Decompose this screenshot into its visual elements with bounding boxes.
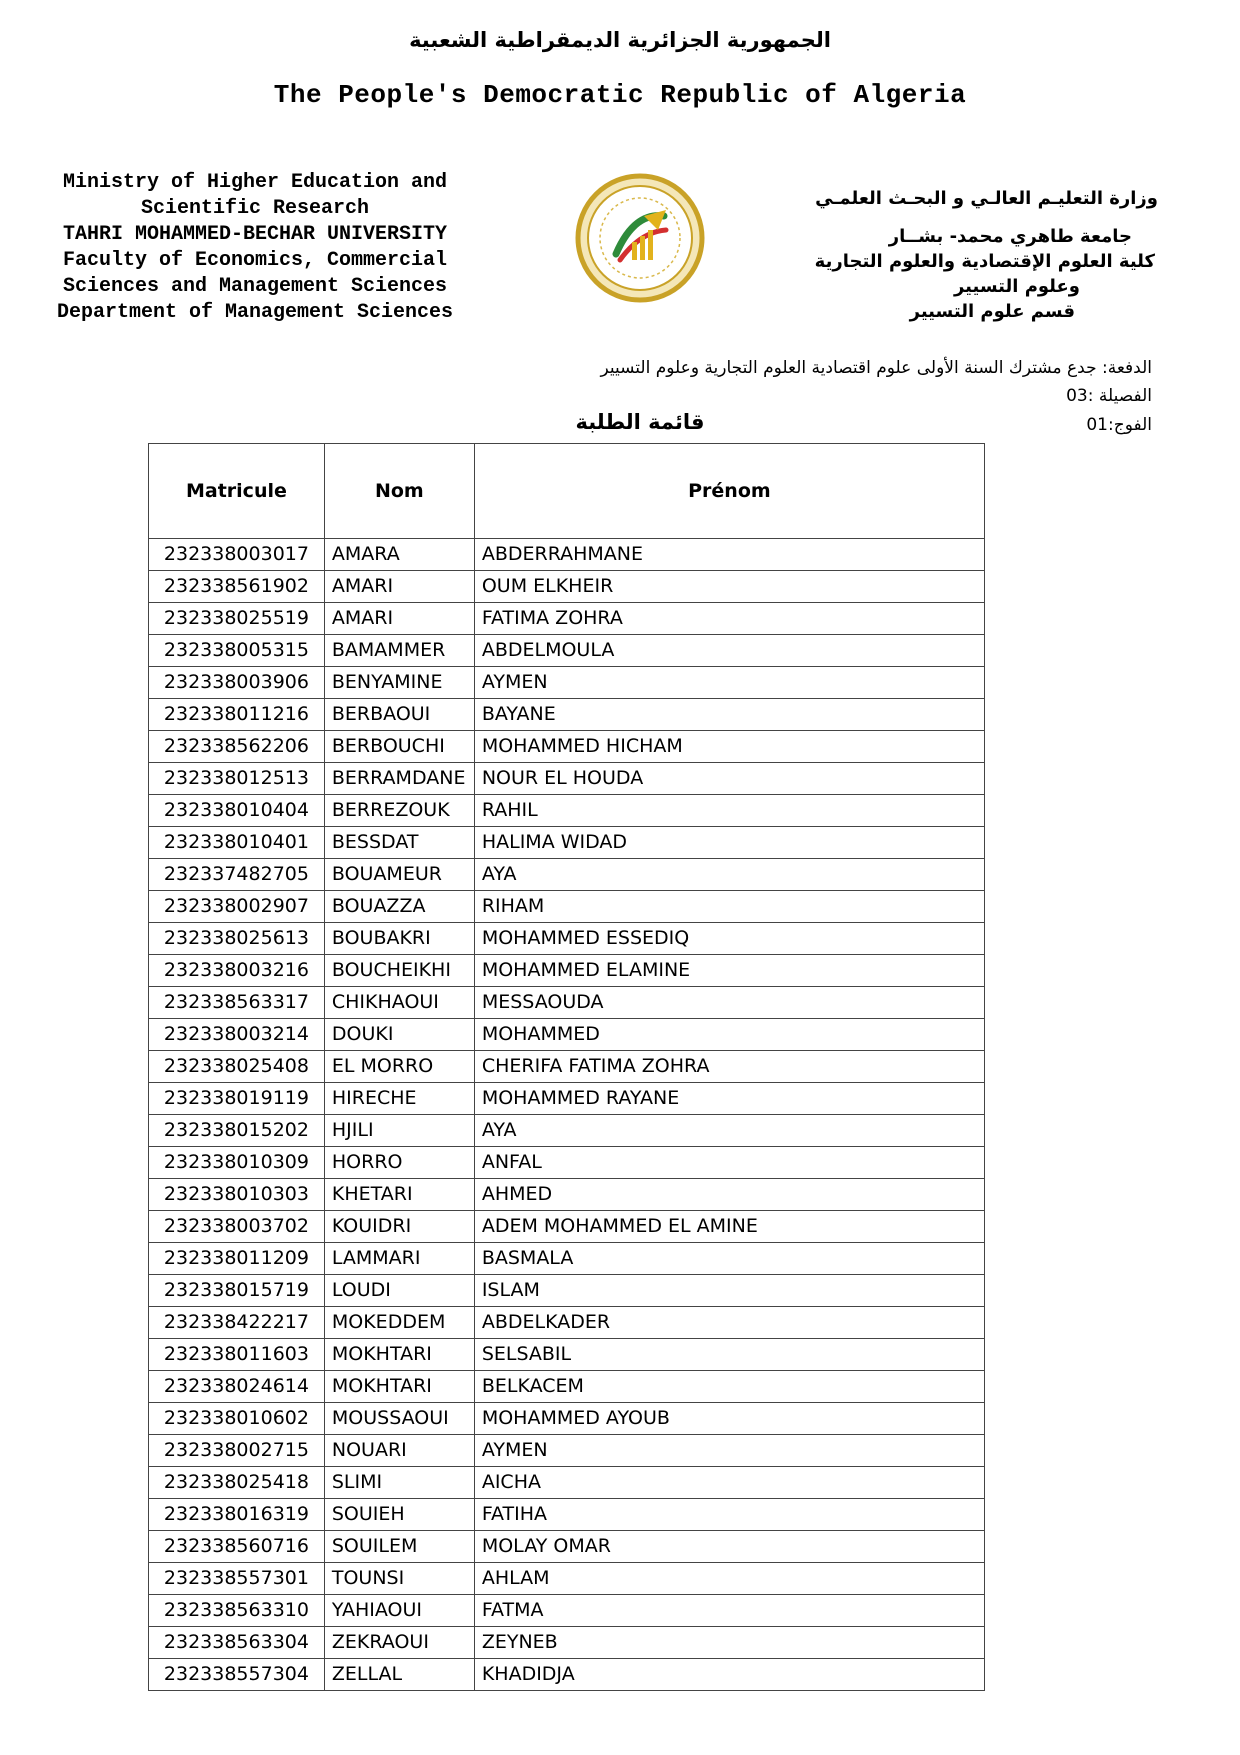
cell-prenom: ABDELKADER: [474, 1307, 984, 1339]
cell-nom: SLIMI: [324, 1467, 474, 1499]
cell-nom: CHIKHAOUI: [324, 987, 474, 1019]
cell-nom: HIRECHE: [324, 1083, 474, 1115]
table-row: [149, 1179, 985, 1211]
institution-line: Sciences and Management Sciences: [62, 275, 448, 298]
cell-matricule: 232338015202: [149, 1115, 325, 1147]
cell-matricule: 232338011603: [149, 1339, 325, 1371]
cell-nom: EL MORRO: [324, 1051, 474, 1083]
cell-prenom: MOHAMMED ELAMINE: [474, 955, 984, 987]
list-title: قائمة الطلبة: [575, 410, 705, 434]
cell-prenom: RIHAM: [474, 891, 984, 923]
cell-prenom: AICHA: [474, 1467, 984, 1499]
table-row: [149, 1371, 985, 1403]
cell-nom: BERREZOUK: [324, 795, 474, 827]
cell-matricule: 232338025519: [149, 603, 325, 635]
cell-prenom: MOHAMMED ESSEDIQ: [474, 923, 984, 955]
cell-nom: YAHIAOUI: [324, 1595, 474, 1627]
column-header-matricule: Matricule: [149, 444, 325, 539]
cell-prenom: BASMALA: [474, 1243, 984, 1275]
table-row: [149, 859, 985, 891]
cell-prenom: AYA: [474, 1115, 984, 1147]
cell-matricule: 232338019119: [149, 1083, 325, 1115]
cell-matricule: 232338002907: [149, 891, 325, 923]
cell-nom: KOUIDRI: [324, 1211, 474, 1243]
cell-prenom: AHLAM: [474, 1563, 984, 1595]
students-table: [148, 443, 985, 1691]
cell-nom: BERRAMDANE: [324, 763, 474, 795]
table-row: [149, 1051, 985, 1083]
cell-prenom: MOHAMMED RAYANE: [474, 1083, 984, 1115]
cell-prenom: FATIMA ZOHRA: [474, 603, 984, 635]
institution-line: كلية العلوم الإقتصادية والعلوم التجارية: [814, 251, 1155, 272]
cell-nom: MOKHTARI: [324, 1371, 474, 1403]
cell-matricule: 232338025408: [149, 1051, 325, 1083]
cell-prenom: MOHAMMED: [474, 1019, 984, 1051]
table-header-row: [149, 444, 985, 539]
table-row: [149, 827, 985, 859]
cell-matricule: 232338015719: [149, 1275, 325, 1307]
cell-nom: SOUILEM: [324, 1531, 474, 1563]
cell-prenom: ABDERRAHMANE: [474, 539, 984, 571]
institution-line: Department of Management Sciences: [56, 301, 454, 324]
cell-prenom: NOUR EL HOUDA: [474, 763, 984, 795]
cell-prenom: FATMA: [474, 1595, 984, 1627]
university-seal-logo: [574, 172, 706, 304]
cohort-section: الفصيلة :03: [1066, 386, 1152, 406]
cell-matricule: 232338557301: [149, 1563, 325, 1595]
cell-prenom: ISLAM: [474, 1275, 984, 1307]
cell-prenom: HALIMA WIDAD: [474, 827, 984, 859]
table-row: [149, 763, 985, 795]
table-row: [149, 987, 985, 1019]
table-row: [149, 635, 985, 667]
cell-matricule: 232338012513: [149, 763, 325, 795]
cell-nom: MOUSSAOUI: [324, 1403, 474, 1435]
institution-line: Scientific Research: [140, 197, 370, 220]
table-row: [149, 1467, 985, 1499]
cell-matricule: 232338563317: [149, 987, 325, 1019]
cell-prenom: MOHAMMED AYOUB: [474, 1403, 984, 1435]
table-row: [149, 603, 985, 635]
cell-matricule: 232338003214: [149, 1019, 325, 1051]
table-row: [149, 1499, 985, 1531]
cell-nom: MOKEDDEM: [324, 1307, 474, 1339]
cell-nom: BOUBAKRI: [324, 923, 474, 955]
cell-matricule: 232338010309: [149, 1147, 325, 1179]
cell-matricule: 232338025613: [149, 923, 325, 955]
cell-matricule: 232338003017: [149, 539, 325, 571]
institution-line: جامعة طاهري محمد- بشــار: [888, 226, 1132, 247]
institution-line: TAHRI MOHAMMED-BECHAR UNIVERSITY: [62, 223, 448, 246]
cell-nom: BERBAOUI: [324, 699, 474, 731]
cell-matricule: 232338003906: [149, 667, 325, 699]
table-row: [149, 923, 985, 955]
cell-matricule: 232338003216: [149, 955, 325, 987]
table-row: [149, 731, 985, 763]
cell-matricule: 232338016319: [149, 1499, 325, 1531]
table-row: [149, 667, 985, 699]
cell-prenom: AYA: [474, 859, 984, 891]
cell-prenom: ADEM MOHAMMED EL AMINE: [474, 1211, 984, 1243]
cell-prenom: MOHAMMED HICHAM: [474, 731, 984, 763]
cell-nom: HJILI: [324, 1115, 474, 1147]
column-header-nom: Nom: [324, 444, 474, 539]
cell-prenom: ZEYNEB: [474, 1627, 984, 1659]
table-row: [149, 955, 985, 987]
institution-line: قسم علوم التسيير: [909, 301, 1075, 322]
table-row: [149, 1403, 985, 1435]
cell-prenom: BELKACEM: [474, 1371, 984, 1403]
cell-prenom: KHADIDJA: [474, 1659, 984, 1691]
cell-prenom: MOLAY OMAR: [474, 1531, 984, 1563]
institution-english: [20, 170, 490, 326]
table-row: [149, 795, 985, 827]
table-row: [149, 1243, 985, 1275]
cell-nom: AMARI: [324, 571, 474, 603]
table-row: [149, 571, 985, 603]
table-row: [149, 1147, 985, 1179]
cell-matricule: 232338563304: [149, 1627, 325, 1659]
cell-matricule: 232338557304: [149, 1659, 325, 1691]
cell-nom: DOUKI: [324, 1019, 474, 1051]
cell-prenom: ANFAL: [474, 1147, 984, 1179]
table-row: [149, 1339, 985, 1371]
table-row: [149, 1019, 985, 1051]
country-name-arabic: الجمهورية الجزائرية الديمقراطية الشعبية: [409, 28, 831, 52]
cell-matricule: 232338002715: [149, 1435, 325, 1467]
cell-nom: BERBOUCHI: [324, 731, 474, 763]
cohort-group: الفوج:01: [1086, 415, 1152, 435]
table-row: [149, 1563, 985, 1595]
institution-line: Ministry of Higher Education and: [62, 171, 448, 194]
cell-nom: SOUIEH: [324, 1499, 474, 1531]
table-row: [149, 1435, 985, 1467]
table-row: [149, 891, 985, 923]
cell-matricule: 232338003702: [149, 1211, 325, 1243]
cell-nom: AMARA: [324, 539, 474, 571]
table-row: [149, 1083, 985, 1115]
cell-matricule: 232338561902: [149, 571, 325, 603]
cell-prenom: ABDELMOULA: [474, 635, 984, 667]
cell-nom: ZELLAL: [324, 1659, 474, 1691]
cell-matricule: 232338005315: [149, 635, 325, 667]
cell-prenom: BAYANE: [474, 699, 984, 731]
cell-matricule: 232338562206: [149, 731, 325, 763]
cell-nom: LAMMARI: [324, 1243, 474, 1275]
table-row: [149, 1275, 985, 1307]
cell-nom: BOUCHEIKHI: [324, 955, 474, 987]
cell-nom: MOKHTARI: [324, 1339, 474, 1371]
table-row: [149, 1659, 985, 1691]
cohort-promotion: الدفعة: جدع مشترك السنة الأولى علوم اقتصادية العلوم التجارية وعلوم التسيير: [600, 358, 1152, 378]
cell-prenom: AYMEN: [474, 1435, 984, 1467]
cell-matricule: 232338422217: [149, 1307, 325, 1339]
cell-matricule: 232338024614: [149, 1371, 325, 1403]
cell-nom: ZEKRAOUI: [324, 1627, 474, 1659]
cell-nom: BENYAMINE: [324, 667, 474, 699]
cell-matricule: 232338011216: [149, 699, 325, 731]
cell-prenom: OUM ELKHEIR: [474, 571, 984, 603]
cell-matricule: 232338010303: [149, 1179, 325, 1211]
cell-matricule: 232338011209: [149, 1243, 325, 1275]
cell-matricule: 232338010602: [149, 1403, 325, 1435]
cell-prenom: SELSABIL: [474, 1339, 984, 1371]
cell-nom: BESSDAT: [324, 827, 474, 859]
cell-nom: BAMAMMER: [324, 635, 474, 667]
table-row: [149, 1115, 985, 1147]
institution-line: Faculty of Economics, Commercial: [62, 249, 448, 272]
cell-prenom: AYMEN: [474, 667, 984, 699]
cell-nom: BOUAMEUR: [324, 859, 474, 891]
cell-nom: AMARI: [324, 603, 474, 635]
table-row: [149, 1211, 985, 1243]
table-row: [149, 1595, 985, 1627]
cell-prenom: FATIHA: [474, 1499, 984, 1531]
table-row: [149, 1627, 985, 1659]
institution-line: وعلوم التسيير: [953, 276, 1080, 297]
cell-matricule: 232338010404: [149, 795, 325, 827]
table-row: [149, 539, 985, 571]
cell-nom: KHETARI: [324, 1179, 474, 1211]
country-name-english: The People's Democratic Republic of Algeria: [273, 80, 967, 110]
cell-nom: LOUDI: [324, 1275, 474, 1307]
cell-prenom: MESSAOUDA: [474, 987, 984, 1019]
cell-matricule: 232338010401: [149, 827, 325, 859]
cell-prenom: CHERIFA FATIMA ZOHRA: [474, 1051, 984, 1083]
table-row: [149, 699, 985, 731]
cell-nom: HORRO: [324, 1147, 474, 1179]
cell-prenom: AHMED: [474, 1179, 984, 1211]
cell-matricule: 232338560716: [149, 1531, 325, 1563]
table-row: [149, 1531, 985, 1563]
cell-matricule: 232338563310: [149, 1595, 325, 1627]
table-row: [149, 1307, 985, 1339]
cell-matricule: 232337482705: [149, 859, 325, 891]
cell-matricule: 232338025418: [149, 1467, 325, 1499]
cell-nom: NOUARI: [324, 1435, 474, 1467]
column-header-prenom: Prénom: [474, 444, 984, 539]
cell-nom: BOUAZZA: [324, 891, 474, 923]
cell-prenom: RAHIL: [474, 795, 984, 827]
institution-line: وزارة التعليـم العالـي و البحـث العلمـي: [815, 188, 1158, 209]
cell-nom: TOUNSI: [324, 1563, 474, 1595]
